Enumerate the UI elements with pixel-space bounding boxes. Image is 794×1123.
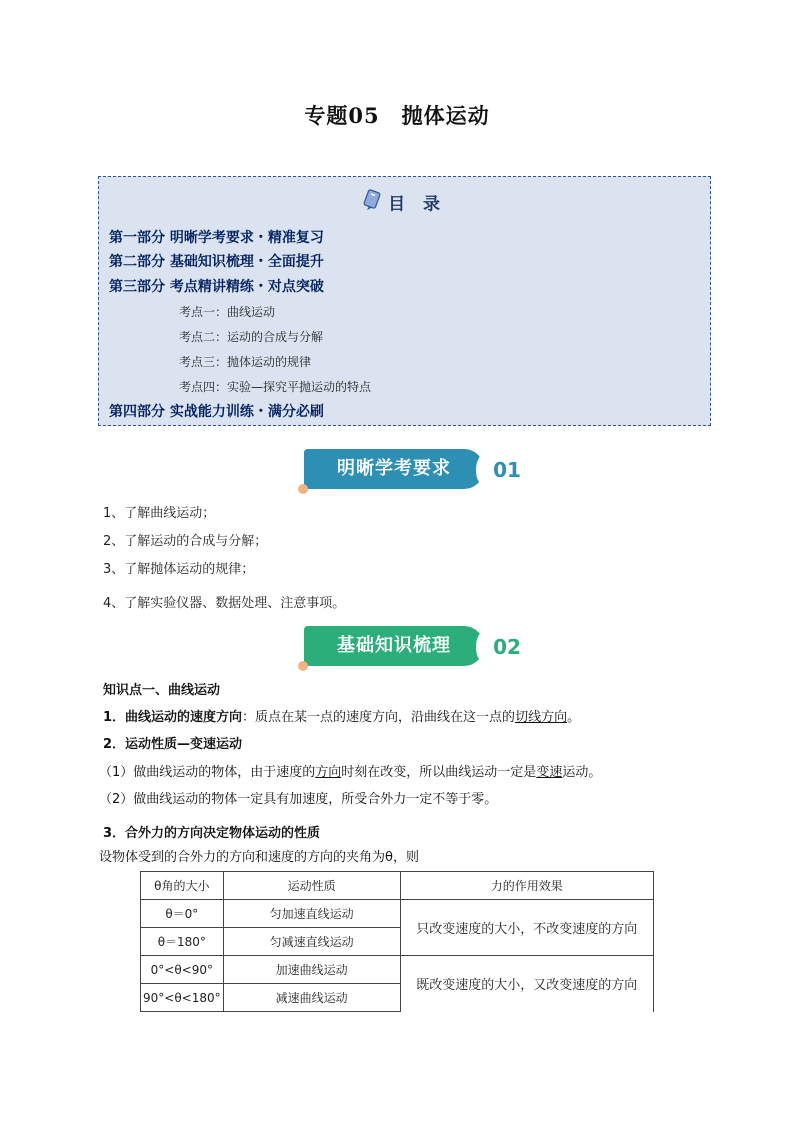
table-cell: 0°<θ<90° [141,956,224,984]
toc-sub-2[interactable]: 考点二：运动的合成与分解 [179,330,324,344]
section-banner-number: 01 [476,447,538,493]
knowledge-line-3 [99,761,601,780]
table-header-row [141,872,654,900]
knowledge-line-6: 设物体受到的合外力的方向和速度的方向的夹角为θ，则 [99,850,419,865]
section-banner-number: 02 [476,624,538,670]
text: 。 [567,710,581,725]
table-cell: 90°<θ<180° [141,984,224,1012]
page-title: 专题05 抛体运动 [304,103,490,128]
table-cell: θ＝0° [141,900,224,928]
requirement-item: 3、了解抛体运动的规律； [103,562,255,577]
banner-dot [298,484,308,494]
requirement-item: 1、了解曲线运动； [103,506,216,521]
table-row [141,900,654,928]
knowledge-line-5 [103,822,320,841]
toc-heading-label: 目 录 [388,194,446,215]
table-header: θ角的大小 [141,872,224,900]
knowledge-line-2 [103,733,242,752]
angle-table [140,871,654,1012]
table-cell: 加速曲线运动 [223,956,400,984]
toc-sub-3[interactable]: 考点三：抛体运动的规律 [179,355,312,369]
text: ：质点在某一点的速度方向，沿曲线在这一点的 [242,710,516,725]
text: 运动。 [562,765,602,780]
pencil-icon [363,189,383,215]
table-cell: θ＝180° [141,928,224,956]
knowledge-line-4: （2）做曲线运动的物体一定具有加速度，所受合外力一定不等于零。 [99,792,498,807]
table-cell: 只改变速度的大小，不改变速度的方向 [400,900,653,956]
section-banner-label: 基础知识梳理 [304,626,484,666]
table-cell: 减速曲线运动 [223,984,400,1012]
text-bold: 3．合外力的方向决定物体运动的性质 [103,826,321,841]
section-banner-01 [300,447,540,491]
underlined-text: 变速 [536,765,563,780]
text-bold: 2．运动性质—变速运动 [103,737,243,752]
toc-part-2[interactable]: 第二部分 基础知识梳理・全面提升 [109,254,324,270]
requirement-item: 4、了解实验仪器、数据处理、注意事项。 [103,596,346,611]
knowledge-line-1 [103,706,580,725]
table-cell: 匀减速直线运动 [223,928,400,956]
toc-sub-1[interactable]: 考点一：曲线运动 [179,305,276,319]
underlined-text: 方向 [315,765,342,780]
table-of-contents [98,176,711,426]
table-row [141,956,654,984]
toc-part-3[interactable]: 第三部分 考点精讲精练・对点突破 [109,279,324,295]
table-header: 运动性质 [223,872,400,900]
toc-part-1[interactable]: 第一部分 明晰学考要求・精准复习 [109,230,324,246]
table-cell: 匀加速直线运动 [223,900,400,928]
toc-part-4[interactable]: 第四部分 实战能力训练・满分必刷 [109,404,324,420]
section-banner-label: 明晰学考要求 [304,449,484,489]
table-cell: 既改变速度的大小，又改变速度的方向 [400,956,653,1012]
section-banner-02 [300,624,540,668]
text: 时刻在改变，所以曲线运动一定是 [341,765,537,780]
text-bold: 1．曲线运动的速度方向 [103,710,243,725]
requirement-item: 2、了解运动的合成与分解； [103,534,268,549]
toc-sub-4[interactable]: 考点四：实验—探究平抛运动的特点 [179,380,372,394]
toc-heading [99,189,710,215]
banner-dot [298,661,308,671]
knowledge-heading: 知识点一、曲线运动 [103,683,221,698]
text: （1）做曲线运动的物体，由于速度的 [99,765,316,780]
table-header: 力的作用效果 [400,872,653,900]
underlined-text: 切线方向 [515,710,568,725]
